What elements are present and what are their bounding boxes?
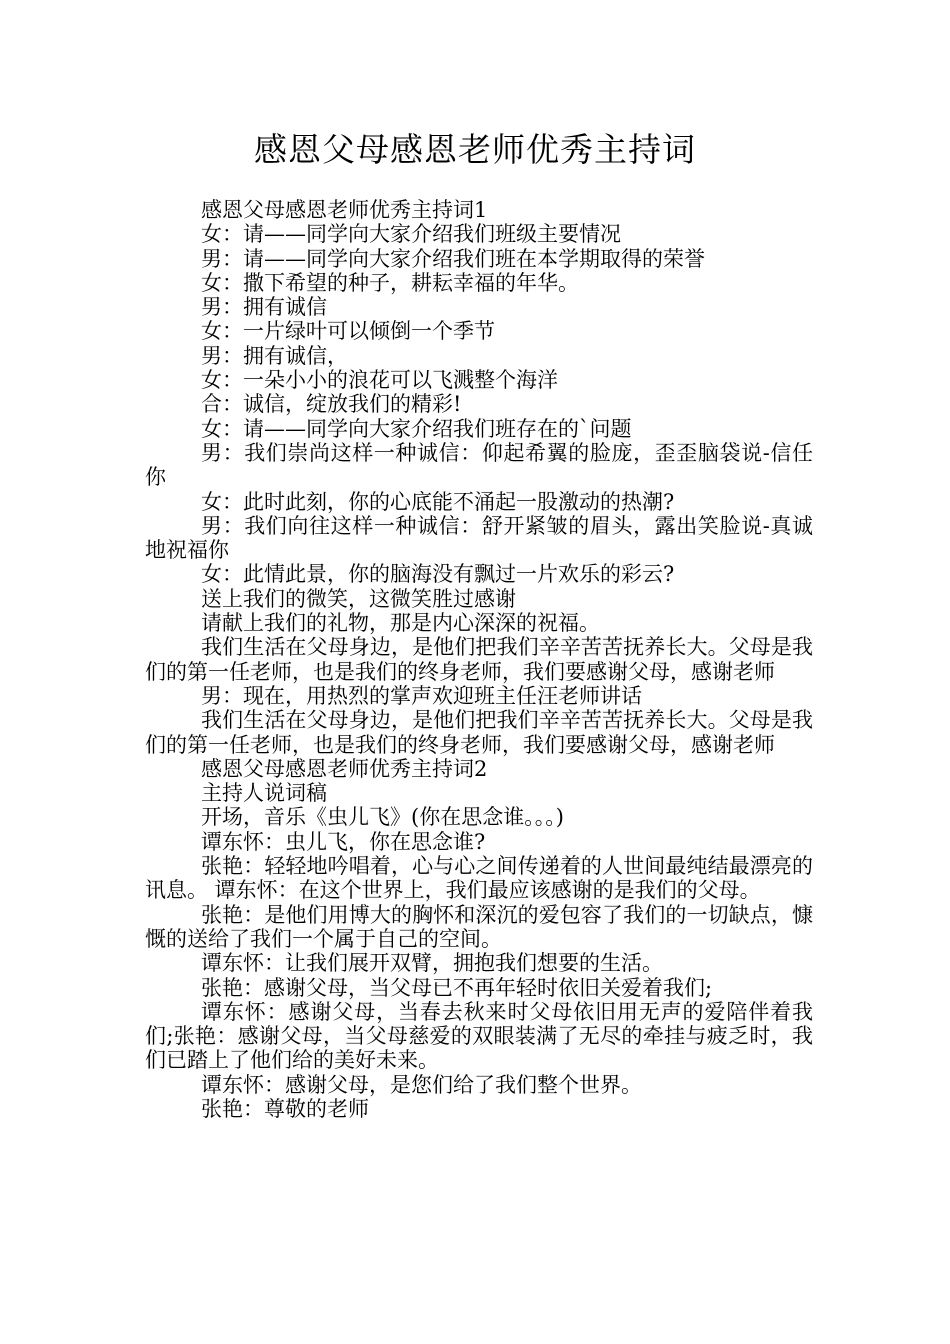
paragraph: 男：我们崇尚这样一种诚信：仰起希翼的脸庞，歪歪脑袋说-信任你 [145, 440, 813, 490]
paragraph: 女：此情此景，你的脑海没有飘过一片欢乐的彩云? [201, 562, 675, 587]
paragraph: 男：拥有诚信， [201, 343, 348, 368]
paragraph: 我们生活在父母身边，是他们把我们辛辛苦苦抚养长大。父母是我们的第一任老师，也是我们的终身老师，我们要感谢父母，感谢老师 [145, 708, 813, 757]
paragraph: 女：此时此刻，你的心底能不涌起一股激动的热潮? [201, 489, 675, 514]
paragraph: 张艳：是他们用博大的胸怀和深沉的爱包容了我们的一切缺点，慷慨的送给了我们一个属于自己的空间。 [145, 902, 813, 951]
paragraph: 开场，音乐《虫儿飞》(你在思念谁。。。) [201, 805, 564, 830]
paragraph: 张艳：轻轻地吟唱着，心与心之间传递着的人世间最纯结最漂亮的讯息。 谭东怀：在这个世界上，我们最应该感谢的是我们的父母。 [145, 854, 813, 903]
paragraph: 合：诚信，绽放我们的精彩! [201, 392, 462, 417]
paragraph: 主持人说词稿 [201, 781, 327, 806]
paragraph: 男：我们向往这样一种诚信：舒开紧皱的眉头，露出笑脸说-真诚地祝福你 [145, 513, 813, 563]
paragraph: 感恩父母感恩老师优秀主持词2 [201, 756, 488, 781]
paragraph: 我们生活在父母身边，是他们把我们辛辛苦苦抚养长大。父母是我们的第一任老师，也是我们的终身老师，我们要感谢父母，感谢老师 [145, 635, 813, 684]
paragraph: 男：拥有诚信 [201, 295, 327, 320]
paragraph: 谭东怀：让我们展开双臂，拥抱我们想要的生活。 [201, 951, 663, 976]
paragraph: 女：一朵小小的浪花可以飞溅整个海洋 [201, 368, 558, 393]
paragraph: 女：撒下希望的种子，耕耘幸福的年华。 [201, 270, 579, 295]
paragraph: 送上我们的微笑，这微笑胜过感谢 [201, 586, 516, 611]
document-title: 感恩父母感恩老师优秀主持词 [254, 130, 696, 169]
paragraph: 女：请——同学向大家介绍我们班存在的`问题 [201, 416, 632, 441]
paragraph: 女：请——同学向大家介绍我们班级主要情况 [201, 222, 621, 247]
paragraph: 男：现在，用热烈的掌声欢迎班主任汪老师讲话 [201, 683, 642, 708]
paragraph: 谭东怀：感谢父母，当春去秋来时父母依旧用无声的爱陪伴着我们;张艳：感谢父母，当父母慈爱的双眼装满了无尽的牵挂与疲乏时，我们已踏上了他们给的美好未来。 [145, 999, 813, 1073]
paragraph: 女：一片绿叶可以倾倒一个季节 [201, 319, 495, 344]
paragraph: 谭东怀：虫儿飞，你在思念谁? [201, 829, 486, 854]
document-body [145, 198, 813, 1121]
paragraph: 谭东怀：感谢父母，是您们给了我们整个世界。 [201, 1072, 642, 1097]
paragraph: 男：请——同学向大家介绍我们班在本学期取得的荣誉 [201, 246, 705, 271]
paragraph: 请献上我们的礼物，那是内心深深的祝福。 [201, 611, 600, 636]
paragraph: 张艳：尊敬的老师 [201, 1096, 369, 1121]
paragraph: 张艳：感谢父母，当父母已不再年轻时依旧关爱着我们; [201, 975, 713, 1000]
paragraph: 感恩父母感恩老师优秀主持词1 [201, 198, 488, 222]
